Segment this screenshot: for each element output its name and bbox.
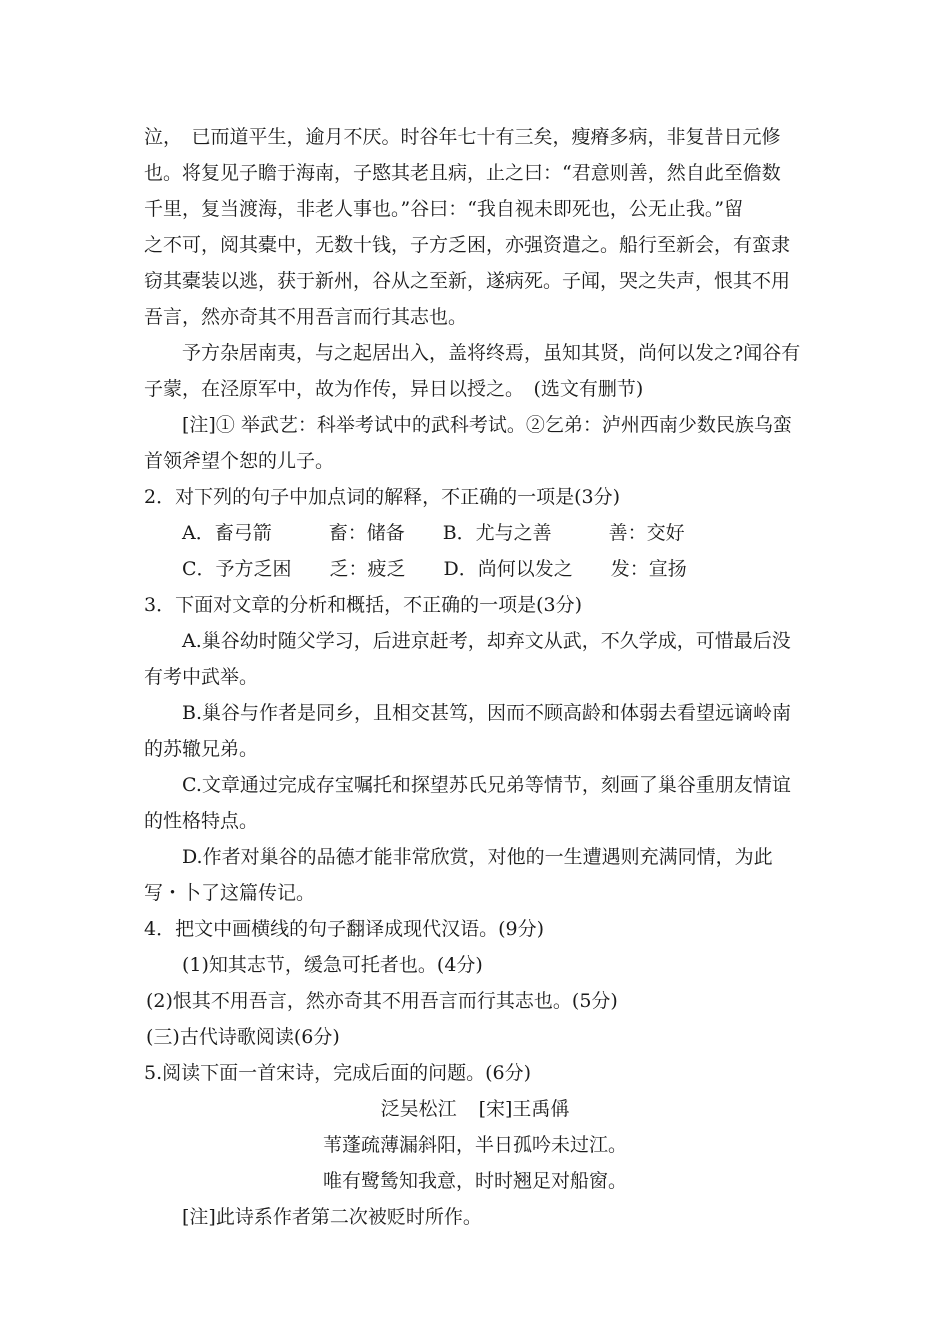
question-3-option-d: D.作者对巢谷的品德才能非常欣赏，对他的一生遭遇则充满同情，为此 [182, 846, 773, 868]
passage-line: 之不可，阅其橐中，无数十钱，子方乏困，亦强资遣之。船行至新会，有蛮隶 [144, 234, 791, 256]
question-2-stem: 2．对下列的句子中加点词的解释，不正确的一项是(3分) [144, 486, 621, 508]
passage-line: 泣， 已而道平生，逾月不厌。时谷年七十有三矣，瘦瘠多病，非复昔日元修 [144, 126, 781, 148]
question-4-sentence-1: (1)知其志节，缓急可托者也。(4分) [182, 954, 483, 976]
poem-verse-1: 苇蓬疏薄漏斜阳，半日孤吟未过江。 [322, 1134, 627, 1156]
section-3-heading: (三)古代诗歌阅读(6分) [146, 1026, 340, 1048]
passage-line: 窃其橐装以逃，获于新州，谷从之至新，遂病死。子闻，哭之失声，恨其不用 [144, 270, 791, 292]
question-4-stem: 4．把文中画横线的句子翻译成现代汉语。(9分) [144, 918, 545, 940]
question-4-sentence-2: (2)恨其不用吾言，然亦奇其不用吾言而行其志也。(5分) [146, 990, 618, 1012]
question-3-option-c-cont: 的性格特点。 [144, 810, 259, 832]
question-3-stem: 3．下面对文章的分析和概括，不正确的一项是(3分) [144, 594, 583, 616]
passage-line: 千里，复当渡海，非老人事也。”谷曰：“我自视未即死也，公无止我。”留 [144, 198, 744, 220]
passage-paragraph-2-line-1: 予方杂居南夷，与之起居出入，盖将终焉，虽知其贤，尚何以发之?闻谷有 [182, 342, 801, 364]
passage-line: 吾言，然亦奇其不用吾言而行其志也。 [144, 306, 468, 328]
passage-paragraph-2-line-2: 子蒙，在泾原军中，故为作传，异日以授之。 (选文有删节) [144, 378, 644, 400]
question-3-option-a-cont: 有考中武举。 [144, 666, 259, 688]
question-3-option-a: A.巢谷幼时随父学习，后进京赶考，却弃文从武，不久学成，可惜最后没 [182, 630, 791, 652]
passage-line: 也。将复见子瞻于海南，子愍其老且病，止之曰：“君意则善，然自此至儋数 [144, 162, 781, 184]
question-3-option-d-cont: 写・卜了这篇传记。 [144, 882, 316, 904]
question-3-option-b-cont: 的苏辙兄弟。 [144, 738, 259, 760]
question-2-options-row-2: C．予方乏困 乏：疲乏 D．尚何以发之 发：宣扬 [182, 558, 687, 580]
question-2-options-row-1: A．畜弓箭 畜：储备 B．尤与之善 善：交好 [182, 522, 685, 544]
annotation-line-2: 首领斧望个恕的儿子。 [144, 450, 335, 472]
poem-verse-2: 唯有鹭鸶知我意，时时翘足对船窗。 [322, 1170, 627, 1192]
question-5-stem: 5.阅读下面一首宋诗，完成后面的问题。(6分) [144, 1062, 532, 1084]
poem-author: [宋]王禹偁 [478, 1098, 570, 1120]
annotation-line-1: [注]① 举武艺：科举考试中的武科考试。②乞弟：泸州西南少数民族乌蛮 [182, 414, 792, 436]
poem-heading [0, 1096, 950, 1122]
poem-note: [注]此诗系作者第二次被贬时所作。 [182, 1206, 482, 1228]
question-3-option-c: C.文章通过完成存宝嘱托和探望苏氏兄弟等情节，刻画了巢谷重朋友情谊 [182, 774, 791, 796]
question-3-option-b: B.巢谷与作者是同乡，且相交甚笃，因而不顾高龄和体弱去看望远谪岭南 [182, 702, 792, 724]
poem-title: 泛吴松江 [380, 1098, 457, 1120]
